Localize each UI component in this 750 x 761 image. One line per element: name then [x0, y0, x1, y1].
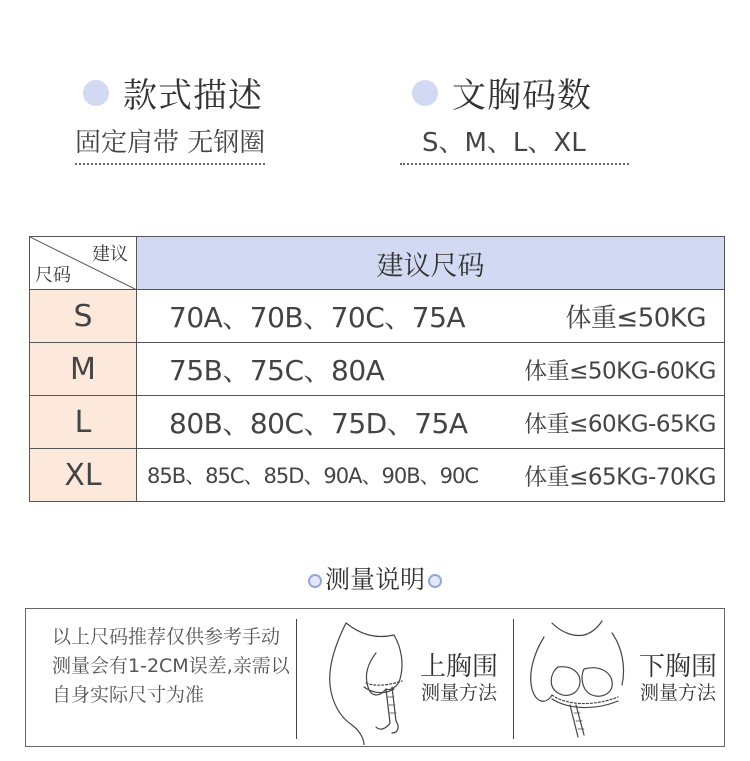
measure-note: 以上尺码推荐仅供参考手动测量会有1-2CM误差,亲需以自身实际尺寸为准: [52, 626, 290, 706]
table-head-title: 建议尺码: [137, 237, 725, 290]
size-data: [137, 449, 725, 502]
lower-bust-figure-icon: [522, 613, 634, 745]
style-heading: [83, 68, 263, 117]
lower-bust-title: 下胸围: [638, 652, 717, 682]
style-title: 款式描述: [123, 76, 263, 116]
lower-bust-label: [632, 653, 724, 705]
table-row: [30, 290, 725, 343]
divider: [296, 619, 297, 739]
table-row: [30, 449, 725, 502]
bullet-dot-icon: [83, 80, 109, 106]
bullet-dot-icon: [412, 80, 438, 106]
size-label: XL: [30, 449, 137, 502]
corner-cell: [30, 237, 137, 290]
table-row: [30, 396, 725, 449]
style-value: 固定肩带 无钢圈: [75, 122, 265, 165]
weight-range: 体重≤60KG-65KG: [524, 411, 716, 438]
measure-title: [0, 560, 750, 596]
upper-bust-figure-icon: [306, 613, 418, 745]
measure-box: [25, 608, 725, 747]
ring-icon: [308, 574, 322, 588]
table-header-row: [30, 237, 725, 290]
lower-bust-method: 测量方法: [639, 682, 716, 704]
upper-bust-method: 测量方法: [420, 682, 497, 704]
measure-title-text: 测量说明: [324, 565, 425, 594]
cup-sizes: 80B、80C、75D、75A: [169, 407, 468, 440]
size-title: 文胸码数: [452, 76, 592, 116]
weight-range: 体重≤65KG-70KG: [524, 464, 716, 491]
size-data: [137, 396, 725, 449]
weight-range: 体重≤50KG-60KG: [524, 358, 716, 385]
upper-bust-title: 上胸围: [419, 652, 498, 682]
size-data: [137, 343, 725, 396]
size-label: S: [30, 290, 137, 343]
size-data: [137, 290, 725, 343]
cup-sizes: 75B、75C、80A: [169, 354, 385, 387]
size-label: M: [30, 343, 137, 396]
corner-bottom-label: 尺码: [35, 265, 71, 286]
size-table: [29, 236, 725, 502]
size-heading: [412, 68, 592, 117]
size-value: S、M、L、XL: [400, 122, 629, 165]
cup-sizes: 85B、85C、85D、90A、90B、90C: [147, 464, 479, 488]
size-label: L: [30, 396, 137, 449]
weight-range: 体重≤50KG: [565, 303, 706, 334]
table-row: [30, 343, 725, 396]
ring-icon: [428, 574, 442, 588]
cup-sizes: 70A、70B、70C、75A: [169, 301, 466, 334]
upper-bust-label: [414, 653, 504, 705]
corner-top-label: 建议: [92, 244, 128, 265]
divider: [513, 619, 514, 739]
